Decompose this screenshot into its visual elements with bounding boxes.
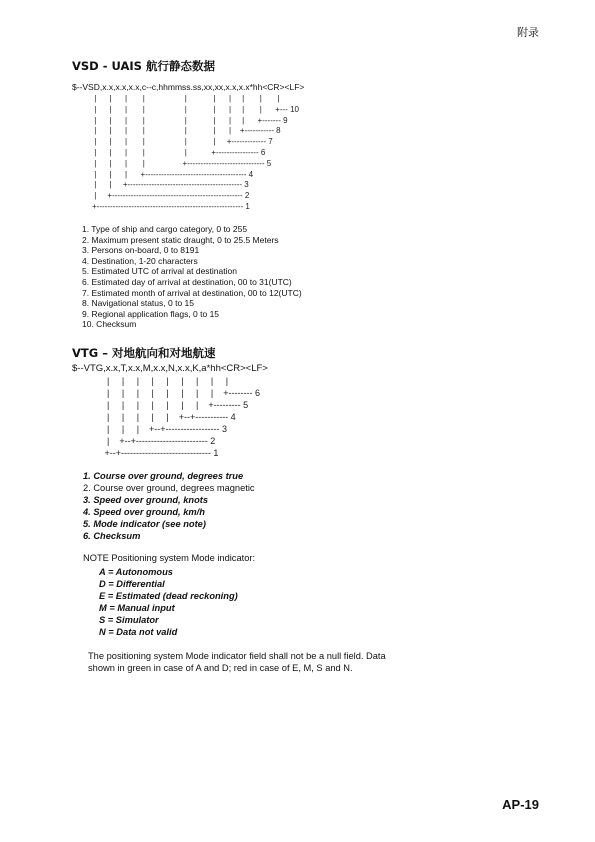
list-item: 4. Speed over ground, km/h — [83, 507, 205, 517]
vsd-field-diagram — [72, 94, 299, 213]
page-number: AP-19 — [502, 797, 539, 812]
list-item: 4. Destination, 1-20 characters — [82, 255, 198, 266]
vtg-field-diagram — [72, 375, 260, 459]
list-item: 3. Persons on-board, 0 to 8191 — [82, 245, 200, 256]
list-item: 3. Speed over ground, knots — [83, 495, 209, 505]
vsd-sentence: $--VSD,x.x,x.x,x.x,c--c,hhmmss.ss,xx,xx,x.x,x.x*hh<CR><LF> — [72, 82, 305, 92]
vsd-diagram-text: | | | | | | | | | | | | | | | | | | | +--- 10 | | | | | | | | +------- 9 | | | | | | | +----------- 8 | | | | | | +------------- 7 | | | | | +---------------- 6 | | | | +----------------------------- 5 | | | +-------------------------------------- 4 | | +------------------------------------------- 3 | +------------------------------------------------- 2 +------------------------------------------------------- 1 — [92, 94, 299, 211]
list-item: S = Simulator — [99, 615, 159, 625]
list-item: 6. Estimated day of arrival at destination, 00 to 31(UTC) — [82, 276, 292, 287]
vtg-diagram-text: | | | | | | | | | | | | | | | | | +-------- 6 | | | | | | | +--------- 5 | | | | | +--+----------- 4 | | | +--+------------------ 3 | +--+------------------------ 2 +--+------------------------------ 1 — [104, 376, 260, 458]
list-item: 10. Checksum — [82, 319, 137, 330]
mode-note-paragraph: The positioning system Mode indicator field shall not be a null field. Data shown in green in case of A and D; red in case of E, M, S and N. — [88, 651, 386, 674]
list-item: 2. Course over ground, degrees magnetic — [83, 483, 255, 493]
list-item: D = Differential — [99, 579, 165, 589]
list-item: 5. Estimated UTC of arrival at destination — [82, 266, 237, 277]
list-item: M = Manual input — [99, 603, 175, 613]
list-item: 7. Estimated month of arrival at destination, 00 to 12(UTC) — [82, 287, 302, 298]
list-item: 1. Type of ship and cargo category, 0 to 255 — [82, 224, 248, 234]
list-item: N = Data not valid — [99, 627, 178, 637]
list-item: 6. Checksum — [83, 531, 141, 541]
page-header: 附录 — [517, 26, 539, 39]
list-item: 9. Regional application flags, 0 to 15 — [82, 308, 220, 319]
vtg-title: VTG – 对地航向和对地航速 — [72, 346, 216, 360]
list-item: E = Estimated (dead reckoning) — [99, 591, 238, 601]
list-item: 1. Course over ground, degrees true — [83, 471, 244, 481]
list-item: A = Autonomous — [99, 567, 173, 577]
list-item: 2. Maximum present static draught, 0 to 25.5 Meters — [82, 234, 279, 245]
list-item: 8. Navigational status, 0 to 15 — [82, 298, 194, 309]
vsd-field-list — [82, 224, 302, 330]
mode-note-heading: NOTE Positioning system Mode indicator: — [83, 553, 256, 563]
vtg-field-list — [83, 470, 255, 542]
vsd-title: VSD - UAIS 航行静态数据 — [72, 59, 215, 73]
list-item: 5. Mode indicator (see note) — [83, 519, 206, 529]
mode-indicator-list — [99, 566, 238, 638]
vtg-sentence: $--VTG,x.x,T,x.x,M,x.x,N,x.x,K,a*hh<CR><LF> — [72, 363, 268, 374]
